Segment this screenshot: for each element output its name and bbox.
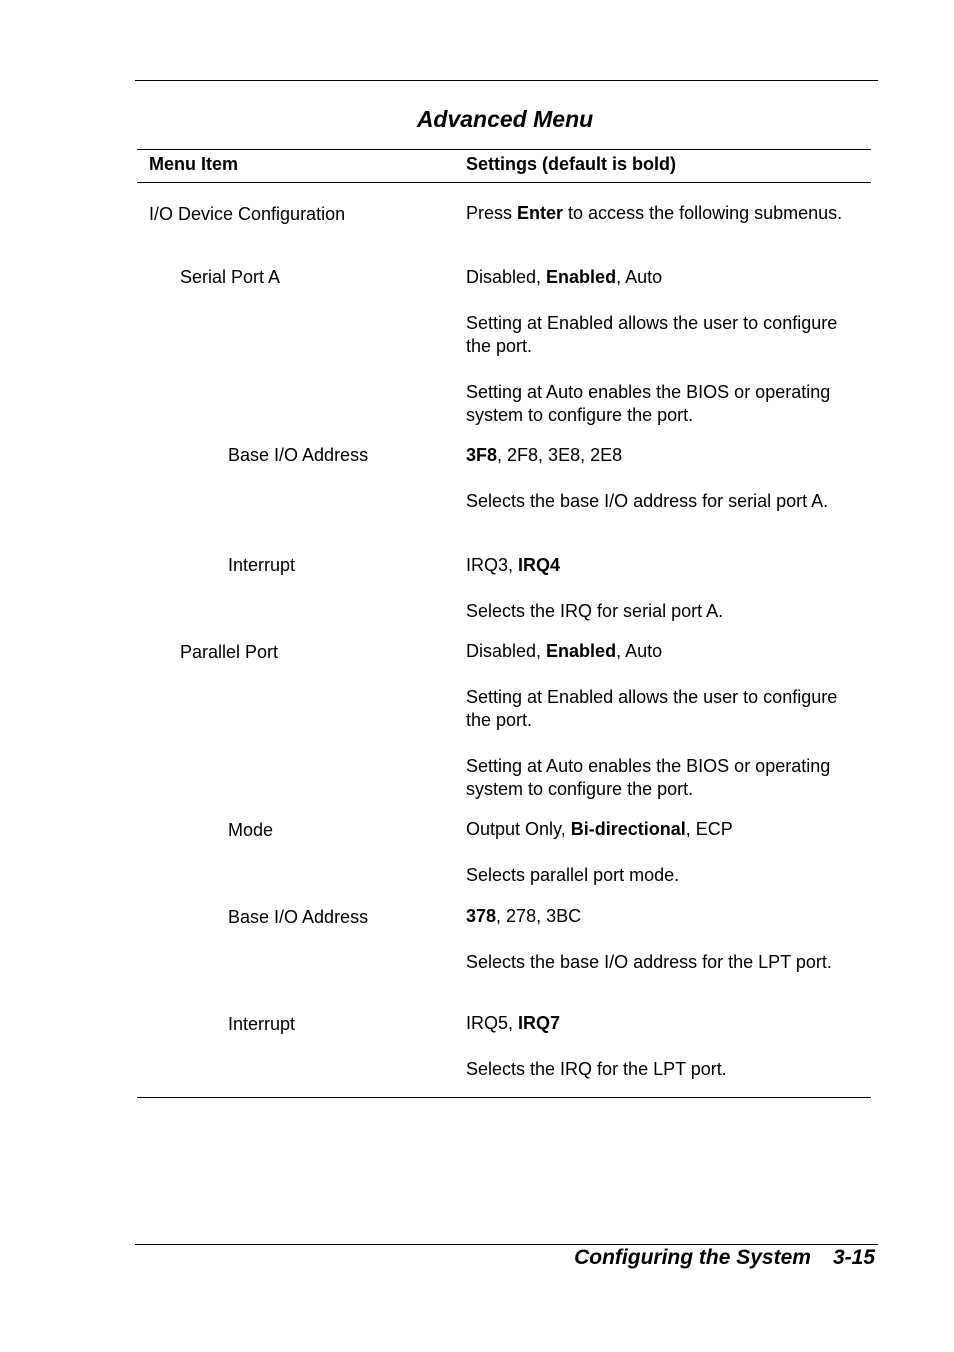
- footer-rule: [135, 1244, 878, 1245]
- options-parallel-mode: Output Only, Bi-directional, ECP: [466, 819, 733, 839]
- description-parallel-port-enabled: Setting at Enabled allows the user to configure the port.: [466, 687, 838, 730]
- description-serial-interrupt: Selects the IRQ for serial port A.: [466, 601, 724, 621]
- page-footer: [574, 1246, 875, 1270]
- item-serial-base-io-address: Base I/O Address: [228, 445, 369, 465]
- item-serial-interrupt: Interrupt: [228, 555, 296, 575]
- options-parallel-port: Disabled, Enabled, Auto: [466, 641, 663, 661]
- description-serial-base-io-address: Selects the base I/O address for serial port A.: [466, 491, 829, 511]
- description-parallel-mode: Selects parallel port mode.: [466, 865, 680, 885]
- item-parallel-port: Parallel Port: [180, 642, 279, 662]
- setting-io-device-configuration: Press Enter to access the following submenus.: [466, 203, 843, 223]
- description-parallel-port-auto: Setting at Auto enables the BIOS or operating system to configure the port.: [466, 756, 831, 799]
- description-parallel-interrupt: Selects the IRQ for the LPT port.: [466, 1059, 727, 1079]
- table-top-rule: [137, 149, 871, 150]
- description-serial-port-a-auto: Setting at Auto enables the BIOS or operating system to configure the port.: [466, 382, 831, 425]
- column-header-menu-item: Menu Item: [149, 154, 239, 174]
- options-serial-base-io-address: 3F8, 2F8, 3E8, 2E8: [466, 445, 623, 465]
- item-io-device-configuration: I/O Device Configuration: [149, 204, 346, 224]
- table-bottom-rule: [137, 1097, 871, 1098]
- options-parallel-interrupt: IRQ5, IRQ7: [466, 1013, 561, 1033]
- item-parallel-base-io-address: Base I/O Address: [228, 907, 369, 927]
- description-parallel-base-io-address: Selects the base I/O address for the LPT port.: [466, 952, 832, 972]
- options-serial-port-a: Disabled, Enabled, Auto: [466, 267, 663, 287]
- options-parallel-base-io-address: 378, 278, 3BC: [466, 906, 582, 926]
- top-rule: [135, 80, 878, 81]
- page-number: 3-15: [832, 1246, 875, 1269]
- column-header-settings: Settings (default is bold): [466, 154, 676, 174]
- footer-section-title: Configuring the System: [574, 1246, 811, 1269]
- page-title: Advanced Menu: [416, 106, 594, 132]
- item-parallel-mode: Mode: [228, 820, 274, 840]
- header-bottom-rule: [137, 182, 871, 183]
- item-parallel-interrupt: Interrupt: [228, 1014, 296, 1034]
- options-serial-interrupt: IRQ3, IRQ4: [466, 555, 561, 575]
- item-serial-port-a: Serial Port A: [180, 267, 281, 287]
- description-serial-port-a-enabled: Setting at Enabled allows the user to configure the port.: [466, 313, 838, 356]
